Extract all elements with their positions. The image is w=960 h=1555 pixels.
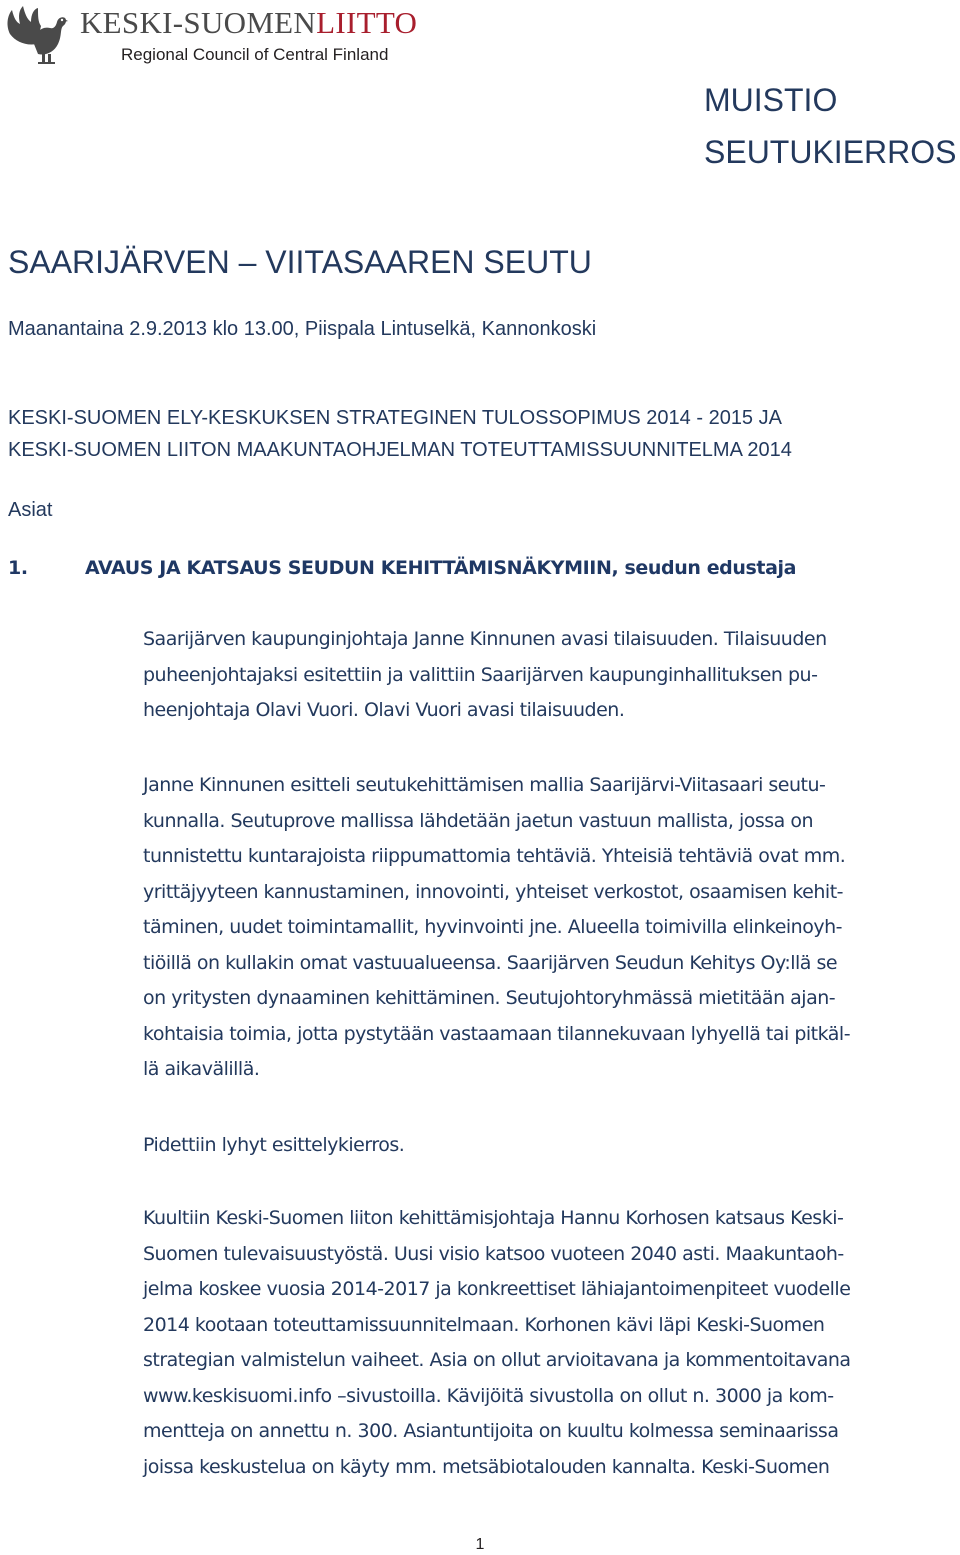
paragraph-line: Pidettiin lyhyt esittelykierros. [143, 1134, 405, 1156]
paragraph-line: jelma koskee vuosia 2014-2017 ja konkreettiset lähiajantoimenpiteet vuodelle [143, 1278, 851, 1300]
paragraph-line: Suomen tulevaisuustyöstä. Uusi visio katsoo vuoteen 2040 asti. Maakuntaoh- [143, 1242, 844, 1265]
paragraph-line: tiöillä on kullakin omat vastuualueensa. Saarijärven Seudun Kehitys Oy:llä se [143, 951, 838, 974]
paragraph-line: www.keskisuomi.info –sivustoilla. Kävijöitä sivustolla on ollut n. 3000 ja kom- [143, 1384, 834, 1407]
paragraph-line: strategian valmistelun vaiheet. Asia on ollut arvioitavana ja kommentoitavana [143, 1349, 851, 1371]
meeting-info: Maanantaina 2.9.2013 klo 13.00, Piispala Lintuselkä, Kannonkoski [8, 318, 597, 340]
agenda-title-line2: KESKI-SUOMEN LIITON MAAKUNTAOHJELMAN TOTEUTTAMISSUUNNITELMA 2014 [8, 439, 792, 461]
agenda-item-title: AVAUS JA KATSAUS SEUDUN KEHITTÄMISNÄKYMIIN, seudun edustaja [85, 557, 797, 579]
paragraph-line: on yritysten dynaaminen kehittäminen. Seutujohtoryhmässä mietitään ajan- [143, 987, 836, 1009]
paragraph-line: joissa keskustelua on käyty mm. metsäbiotalouden kannalta. Keski-Suomen [143, 1455, 830, 1478]
paragraph-line: Kuultiin Keski-Suomen liiton kehittämisjohtaja Hannu Korhosen katsaus Keski- [143, 1207, 844, 1229]
document-type-line2: SEUTUKIERROS [704, 134, 957, 170]
agenda-title-line1: KESKI-SUOMEN ELY-KESKUKSEN STRATEGINEN TULOSSOPIMUS 2014 - 2015 JA [8, 407, 782, 429]
organization-name-part1: KESKI-SUOMEN [80, 5, 317, 40]
region-title: SAARIJÄRVEN – VIITASAAREN SEUTU [8, 244, 592, 280]
section-label: Asiat [8, 499, 53, 521]
document-type-line1: MUISTIO [704, 82, 838, 118]
paragraph-line: 2014 kootaan toteuttamissuunnitelmaan. Korhonen kävi läpi Keski-Suomen [143, 1313, 825, 1336]
organization-name [80, 3, 417, 43]
agenda-item-number: 1. [8, 557, 28, 579]
paragraph-line: Saarijärven kaupunginjohtaja Janne Kinnunen avasi tilaisuuden. Tilaisuuden [143, 628, 827, 650]
paragraph-line: puheenjohtajaksi esitettiin ja valittiin Saarijärven kaupunginhallituksen pu- [143, 663, 818, 686]
paragraph-introductions [143, 1128, 958, 1164]
organization-subtitle: Regional Council of Central Finland [121, 45, 389, 64]
paragraph-opening [143, 622, 958, 729]
paragraph-line: Janne Kinnunen esitteli seutukehittämisen mallia Saarijärvi-Viitasaari seutu- [143, 774, 826, 796]
paragraph-future-work [143, 1201, 958, 1485]
paragraph-line: tunnistettu kuntarajoista riippumattomia tehtäviä. Yhteisiä tehtäviä ovat mm. [143, 845, 846, 867]
organization-name-part2: LIITTO [316, 5, 418, 40]
paragraph-line: kunnalla. Seutuprove mallissa lähdetään jaetun vastuun mallista, jossa on [143, 809, 813, 832]
page-number: 1 [475, 1536, 485, 1553]
agenda-item-heading [8, 557, 796, 579]
paragraph-line: heenjohtaja Olavi Vuori. Olavi Vuori avasi tilaisuuden. [143, 699, 625, 721]
paragraph-regional-model [143, 768, 958, 1088]
paragraph-line: mentteja on annettu n. 300. Asiantuntijoita on kuultu kolmessa seminaarissa [143, 1420, 839, 1442]
paragraph-line: kohtaisia toimia, jotta pystytään vastaamaan tilannekuvaan lyhyellä tai pitkäl- [143, 1022, 851, 1045]
capercaillie-logo-icon [4, 4, 68, 68]
paragraph-line: lä aikavälillä. [143, 1058, 260, 1080]
paragraph-line: täminen, uudet toimintamallit, hyvinvointi jne. Alueella toimivilla elinkeinoyh- [143, 916, 842, 938]
paragraph-line: yrittäjyyteen kannustaminen, innovointi, yhteiset verkostot, osaamisen kehit- [143, 880, 843, 903]
